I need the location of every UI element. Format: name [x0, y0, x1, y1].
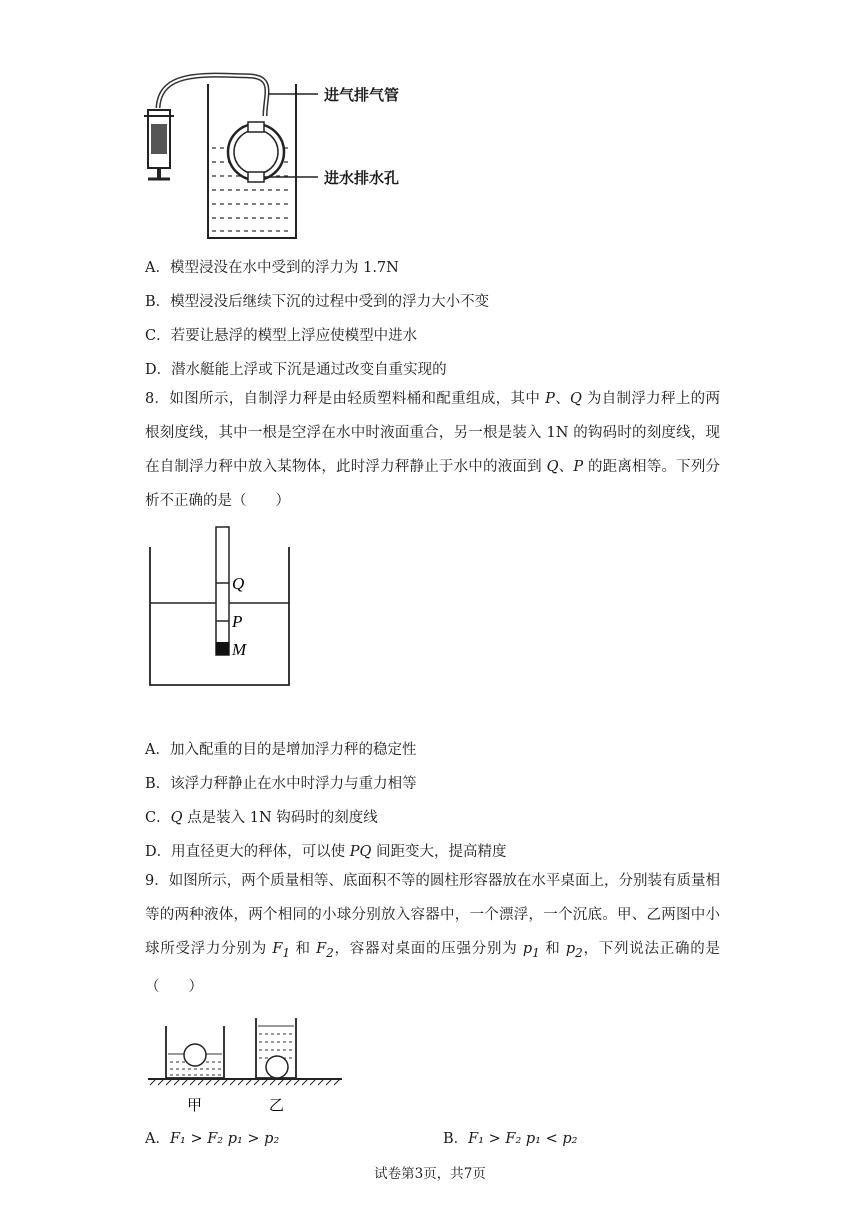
q8-stem: 8．如图所示，自制浮力秤是由轻质塑料桶和配重组成，其中 P、Q 为自制浮力秤上的两根刻度线，其中一根是空浮在水中时液面重合，另一根是装入 1N 的钩码时的刻度线，现在自制浮力秤中放入某物体，此时浮力秤静止于水中的液面到 Q、P 的距离相等。下列分析不正确的是（ ） [145, 391, 721, 509]
figure-two-containers [146, 1012, 346, 1117]
figure-label-water-hole: 进水排水孔 [324, 169, 400, 187]
scale-label-p: P [232, 612, 243, 631]
q8-option-d: D．用直径更大的秤体，可以使 PQ 间距变大，提高精度 [145, 844, 507, 860]
q7-option-c: C．若要让悬浮的模型上浮应使模型中进水 [145, 328, 418, 344]
q8-option-c: C．Q 点是装入 1N 钩码时的刻度线 [145, 810, 378, 826]
q7-option-a: A．模型浸没在水中受到的浮力为 1.7N [145, 260, 399, 276]
scale-label-m: M [232, 640, 247, 659]
q8-option-b: B．该浮力秤静止在水中时浮力与重力相等 [145, 776, 417, 792]
q7-option-b: B．模型浸没后继续下沉的过程中受到的浮力大小不变 [145, 294, 490, 310]
figure-floating-scale [145, 522, 295, 692]
q7-option-d: D．潜水艇能上浮或下沉是通过改变自重实现的 [145, 362, 447, 378]
q9-stem: 9．如图所示，两个质量相等、底面积不等的圆柱形容器放在水平桌面上，分别装有质量相等的两种液体，两个相同的小球分别放入容器中，一个漂浮，一个沉底。甲、乙两图中小球所受浮力分别为 $F_1$ 和 $F_2$，容器对桌面的压强分别为 $p_1$ 和 $p_2$，下列说法正确的是（ ） [145, 873, 721, 995]
scale-label-q: Q [232, 574, 245, 593]
figure-label-air-tube: 进气排气管 [324, 86, 400, 104]
container-label-jia: 甲 [187, 1096, 203, 1114]
page-footer: 试卷第3页，共7页 [374, 1166, 486, 1182]
container-label-yi: 乙 [269, 1096, 285, 1114]
q9-option-b: B．F₁ > F₂ p₁ < p₂ [443, 1131, 578, 1147]
q8-option-a: A．加入配重的目的是增加浮力秤的稳定性 [145, 742, 417, 758]
q9-option-a: A．F₁ > F₂ p₁ > p₂ [145, 1131, 280, 1147]
